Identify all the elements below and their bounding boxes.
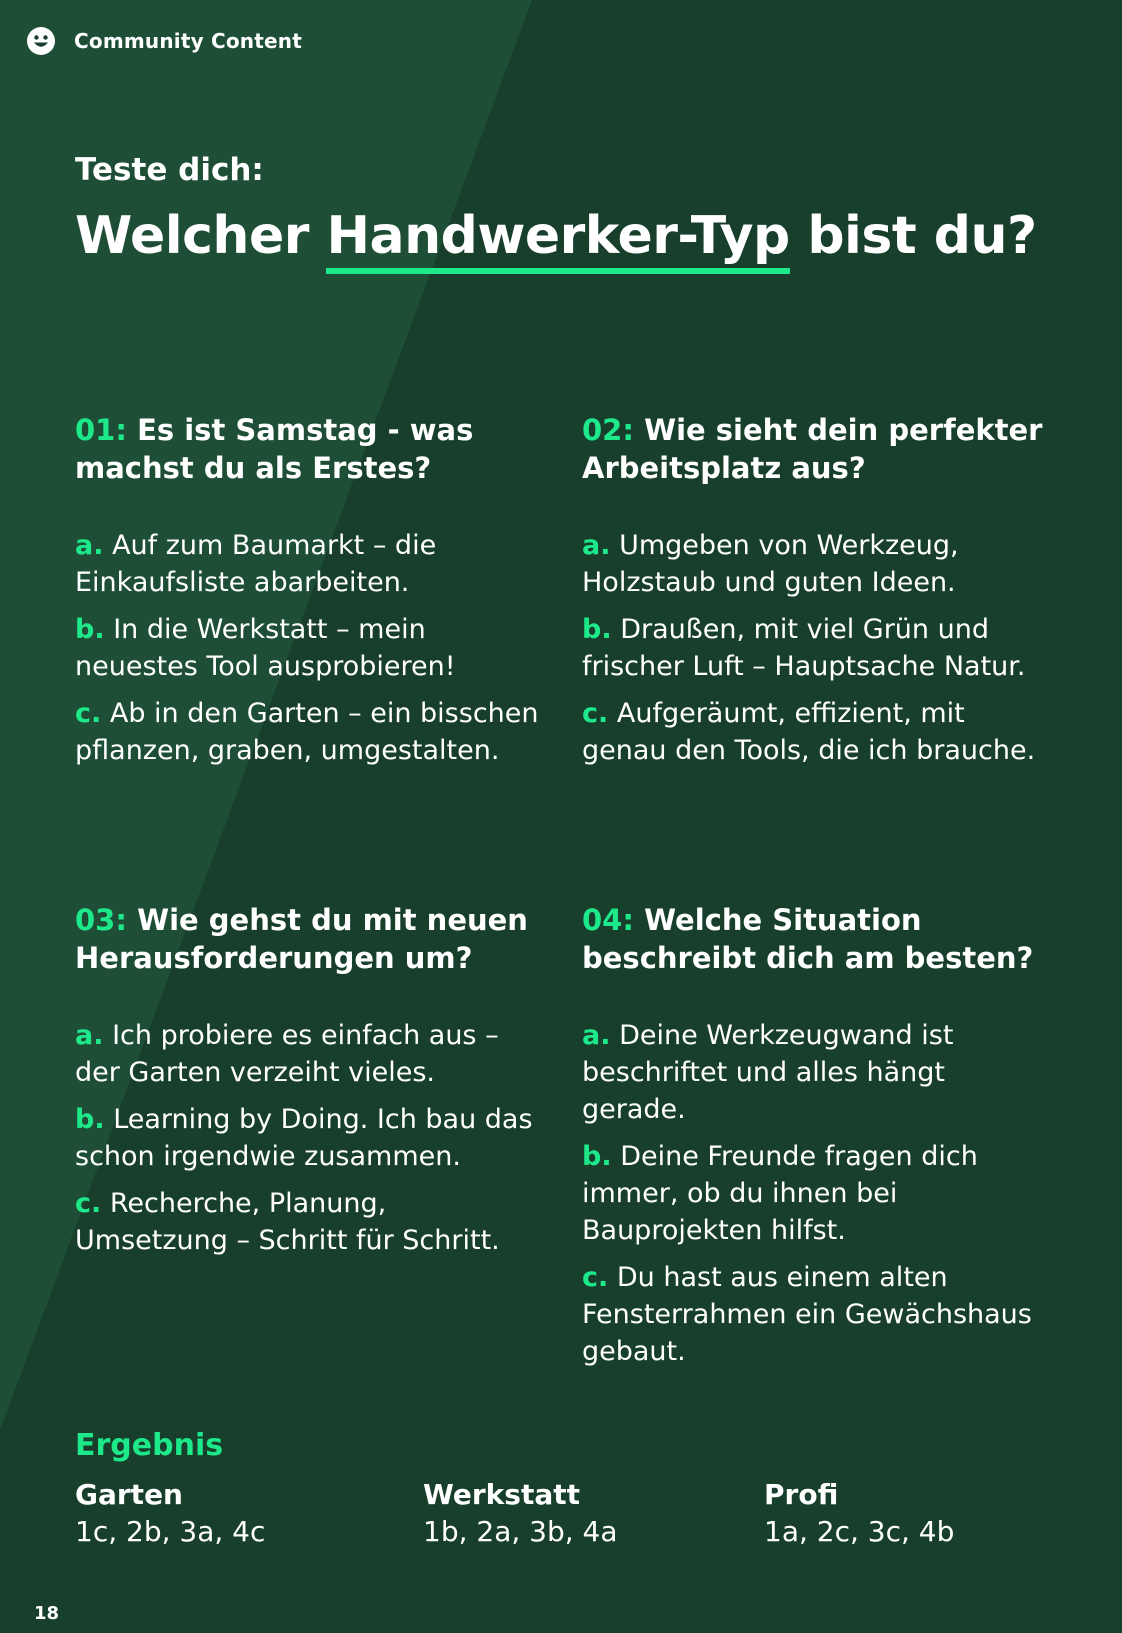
question-text: Wie sieht dein perfekter Arbeitsplatz aus?: [582, 413, 1043, 485]
result-profi: [764, 1476, 954, 1550]
answer-text: Aufgeräumt, effizient, mit genau den Tools, die ich brauche.: [582, 698, 1036, 766]
brand-header: [26, 26, 302, 56]
answer-option: [582, 611, 1047, 685]
title-before: Welcher: [75, 206, 327, 266]
title-highlight: Handwerker-Typ: [326, 206, 789, 274]
answer-option: [75, 695, 540, 769]
result-garten: [75, 1476, 265, 1550]
result-name: Garten: [75, 1478, 183, 1511]
answer-key: c.: [75, 698, 102, 729]
answer-text: Deine Werkzeugwand ist beschriftet und alles hängt gerade.: [582, 1020, 954, 1125]
answer-key: c.: [582, 1262, 609, 1293]
answer-key: b.: [582, 614, 612, 645]
result-name: Profi: [764, 1478, 839, 1511]
answer-key: b.: [582, 1141, 612, 1172]
answer-option: [582, 1259, 1047, 1370]
answer-text: Deine Freunde fragen dich immer, ob du ihnen bei Bauprojekten hilfst.: [582, 1141, 978, 1246]
question-title: [75, 411, 540, 487]
answer-key: c.: [582, 698, 609, 729]
question-text: Es ist Samstag - was machst du als Erstes?: [75, 413, 474, 485]
answer-text: Learning by Doing. Ich bau das schon irgendwie zusammen.: [75, 1104, 533, 1172]
answer-text: Umgeben von Werkzeug, Holzstaub und guten Ideen.: [582, 530, 959, 598]
page-title: [75, 206, 1037, 274]
answer-option: [582, 695, 1047, 769]
answer-text: Ich probiere es einfach aus – der Garten verzeiht vieles.: [75, 1020, 499, 1088]
answer-text: Du hast aus einem alten Fensterrahmen ein Gewächshaus gebaut.: [582, 1262, 1032, 1367]
question-number: 04:: [582, 903, 634, 937]
answer-key: c.: [75, 1188, 102, 1219]
answer-option: [582, 1017, 1047, 1128]
page-number: 18: [34, 1603, 60, 1624]
question-3: [75, 901, 540, 1269]
answer-text: Auf zum Baumarkt – die Einkaufsliste abarbeiten.: [75, 530, 437, 598]
answer-key: a.: [582, 1020, 611, 1051]
brand-label: Community Content: [74, 29, 302, 53]
result-werkstatt: [423, 1476, 618, 1550]
answer-option: [582, 1138, 1047, 1249]
result-codes: 1a, 2c, 3c, 4b: [764, 1515, 955, 1548]
answer-key: a.: [75, 530, 104, 561]
result-codes: 1c, 2b, 3a, 4c: [75, 1515, 266, 1548]
result-codes: 1b, 2a, 3b, 4a: [423, 1515, 618, 1548]
question-number: 03:: [75, 903, 127, 937]
result-heading: Ergebnis: [75, 1428, 224, 1463]
question-title: [582, 901, 1047, 977]
question-title: [582, 411, 1047, 487]
answer-text: Ab in den Garten – ein bisschen pflanzen, graben, umgestalten.: [75, 698, 539, 766]
answer-option: [75, 1017, 540, 1091]
question-text: Wie gehst du mit neuen Herausforderungen um?: [75, 903, 528, 975]
answer-key: a.: [582, 530, 611, 561]
answer-option: [75, 1185, 540, 1259]
question-1: [75, 411, 540, 779]
title-after: bist du?: [789, 206, 1037, 266]
question-title: [75, 901, 540, 977]
question-4: [582, 901, 1047, 1380]
question-number: 01:: [75, 413, 127, 447]
answer-option: [75, 527, 540, 601]
answer-option: [75, 1101, 540, 1175]
answer-option: [582, 527, 1047, 601]
answer-key: b.: [75, 614, 105, 645]
question-2: [582, 411, 1047, 779]
kicker-text: Teste dich:: [75, 152, 264, 188]
answer-key: b.: [75, 1104, 105, 1135]
answer-text: Recherche, Planung, Umsetzung – Schritt für Schritt.: [75, 1188, 500, 1256]
result-name: Werkstatt: [423, 1478, 581, 1511]
answer-option: [75, 611, 540, 685]
answer-text: In die Werkstatt – mein neuestes Tool ausprobieren!: [75, 614, 456, 682]
answer-key: a.: [75, 1020, 104, 1051]
question-text: Welche Situation beschreibt dich am besten?: [582, 903, 1034, 975]
question-number: 02:: [582, 413, 634, 447]
answer-text: Draußen, mit viel Grün und frischer Luft – Hauptsache Natur.: [582, 614, 1026, 682]
smiley-face-icon: [26, 26, 56, 56]
